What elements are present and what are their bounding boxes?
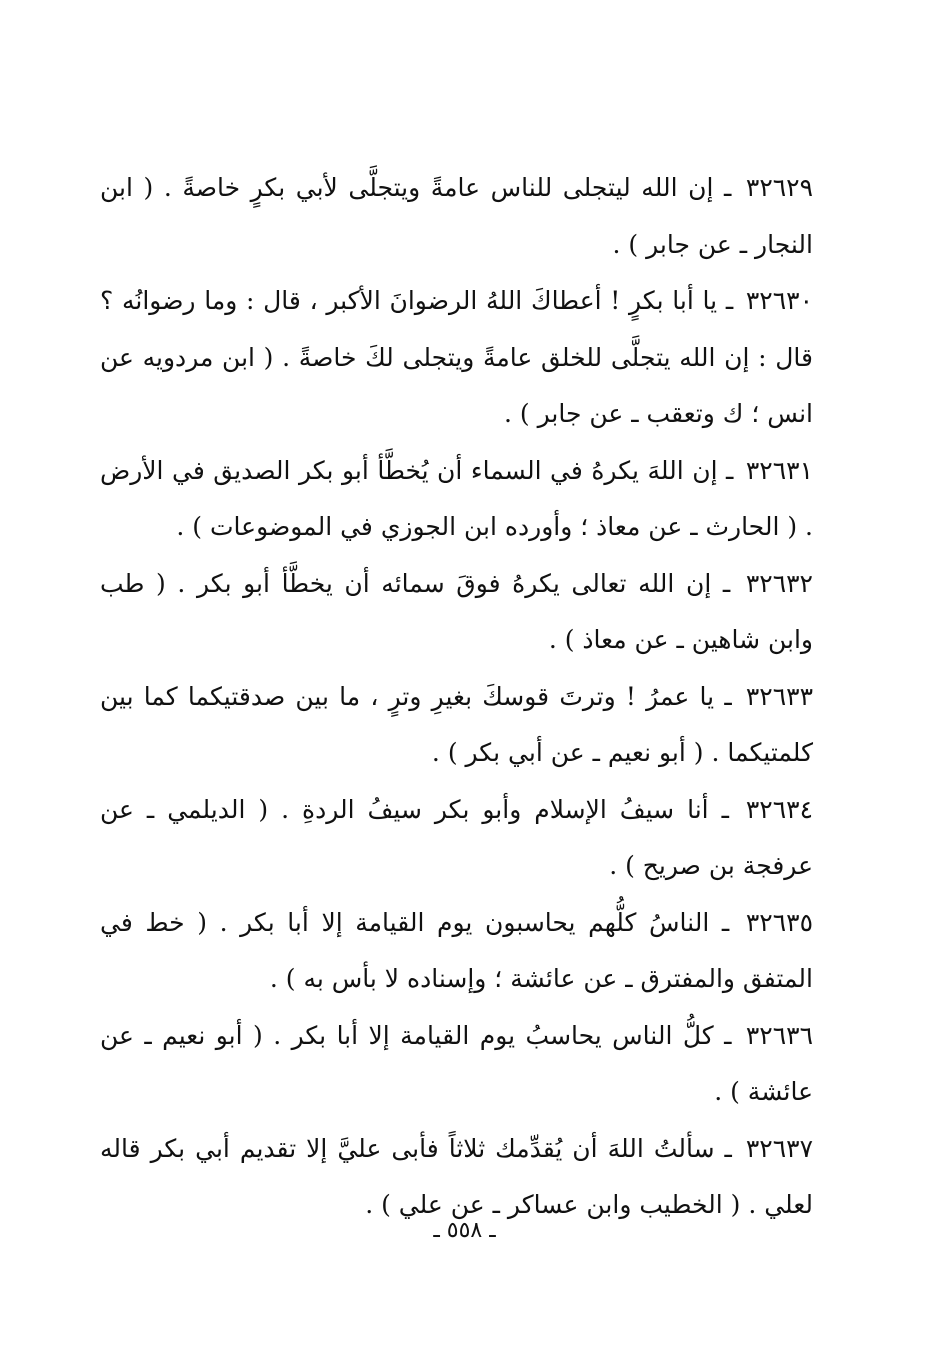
dash: ـ xyxy=(722,568,731,598)
hadith-text: الناسُ كلُّهم يحاسبون يوم القيامة إلا أبا بكر . xyxy=(219,907,710,937)
hadith-number: ٣٢٦٣٧ xyxy=(745,1133,813,1163)
hadith-text: كلُّ الناس يحاسبُ يوم القيامة إلا أبا بكر . xyxy=(273,1020,714,1050)
hadith-entry-32630 xyxy=(100,273,813,443)
hadith-entry-32633 xyxy=(100,669,813,782)
hadith-entry-32632 xyxy=(100,556,813,669)
hadith-source: ( أبو نعيم ـ عن أبي بكر ) . xyxy=(431,738,704,767)
hadith-source: ( خط في المتفق والمفترق ـ عن عائشة ؛ وإسناده لا بأس به ) . xyxy=(100,907,813,993)
dash: ـ xyxy=(721,794,729,824)
hadith-source: ( ابن النجار ـ عن جابر ) . xyxy=(100,173,813,259)
hadith-entry-32637 xyxy=(100,1121,813,1234)
hadith-entry-32635 xyxy=(100,895,813,1008)
hadith-source: ( طب وابن شاهين ـ عن معاذ ) . xyxy=(100,568,813,654)
hadith-entry-32634 xyxy=(100,782,813,895)
hadith-text: يا عمرُ ! وترتَ قوسكَ بغيرِ وترٍ ، ما بين صدقتيكما كما بين كلمتيكما . xyxy=(100,681,813,767)
page-body xyxy=(100,160,813,1234)
hadith-text: سألتُ اللهَ أن يُقدِّمك ثلاثاً فأبى عليَّ إلا تقديم أبي بكر قاله لعلي . xyxy=(100,1133,813,1219)
hadith-text: يا أبا بكرٍ ! أعطاكَ اللهُ الرضوانَ الأكبر ، قال : وما رضوانُه ؟ قال : إن الله يتجلَّى للخلق عامةً ويتجلى لكَ خاصةً . xyxy=(100,286,813,372)
page-number: ـ ٥٥٨ ـ xyxy=(433,1218,496,1243)
hadith-source: ( الحارث ـ عن معاذ ؛ وأورده ابن الجوزي في الموضوعات ) . xyxy=(176,512,798,541)
dash: ـ xyxy=(724,681,732,711)
hadith-number: ٣٢٦٣٥ xyxy=(745,907,814,937)
hadith-source: ( أبو نعيم ـ عن عائشة ) . xyxy=(100,1020,813,1106)
hadith-entry-32629 xyxy=(100,160,813,273)
hadith-entry-32631 xyxy=(100,443,813,556)
hadith-source: ( ابن مردويه عن انس ؛ ك وتعقب ـ عن جابر ) . xyxy=(100,342,813,428)
hadith-entry-32636 xyxy=(100,1008,813,1121)
hadith-text: أنا سيفُ الإسلام وأبو بكر سيفُ الردةِ . xyxy=(281,794,709,824)
hadith-text: إن اللهَ يكرهُ في السماء أن يُخطَّأ أبو بكر الصديق في الأرض . xyxy=(100,455,813,541)
hadith-number: ٣٢٦٣٠ xyxy=(745,286,813,315)
hadith-number: ٣٢٦٣٣ xyxy=(745,681,814,711)
dash: ـ xyxy=(726,455,734,485)
hadith-text: إن الله ليتجلى للناس عامةً ويتجلَّى لأبي بكرٍ خاصةً . xyxy=(163,173,714,202)
dash: ـ xyxy=(725,286,734,315)
hadith-number: ٣٢٦٣٤ xyxy=(745,794,814,824)
dash: ـ xyxy=(723,173,732,202)
hadith-text: إن الله تعالى يكرهُ فوقَ سمائه أن يخطَّأ أبو بكر . xyxy=(177,568,712,598)
hadith-number: ٣٢٦٣٦ xyxy=(745,1020,814,1050)
hadith-number: ٣٢٦٣١ xyxy=(745,455,813,485)
hadith-number: ٣٢٦٣٢ xyxy=(745,568,813,598)
hadith-source: ( الديلمي ـ عن عرفجة بن صريح ) . xyxy=(100,794,813,880)
hadith-source: ( الخطيب وابن عساكر ـ عن علي ) . xyxy=(365,1190,741,1219)
dash: ـ xyxy=(724,1020,732,1050)
dash: ـ xyxy=(721,907,730,937)
dash: ـ xyxy=(724,1133,732,1163)
hadith-number: ٣٢٦٢٩ xyxy=(745,173,814,202)
